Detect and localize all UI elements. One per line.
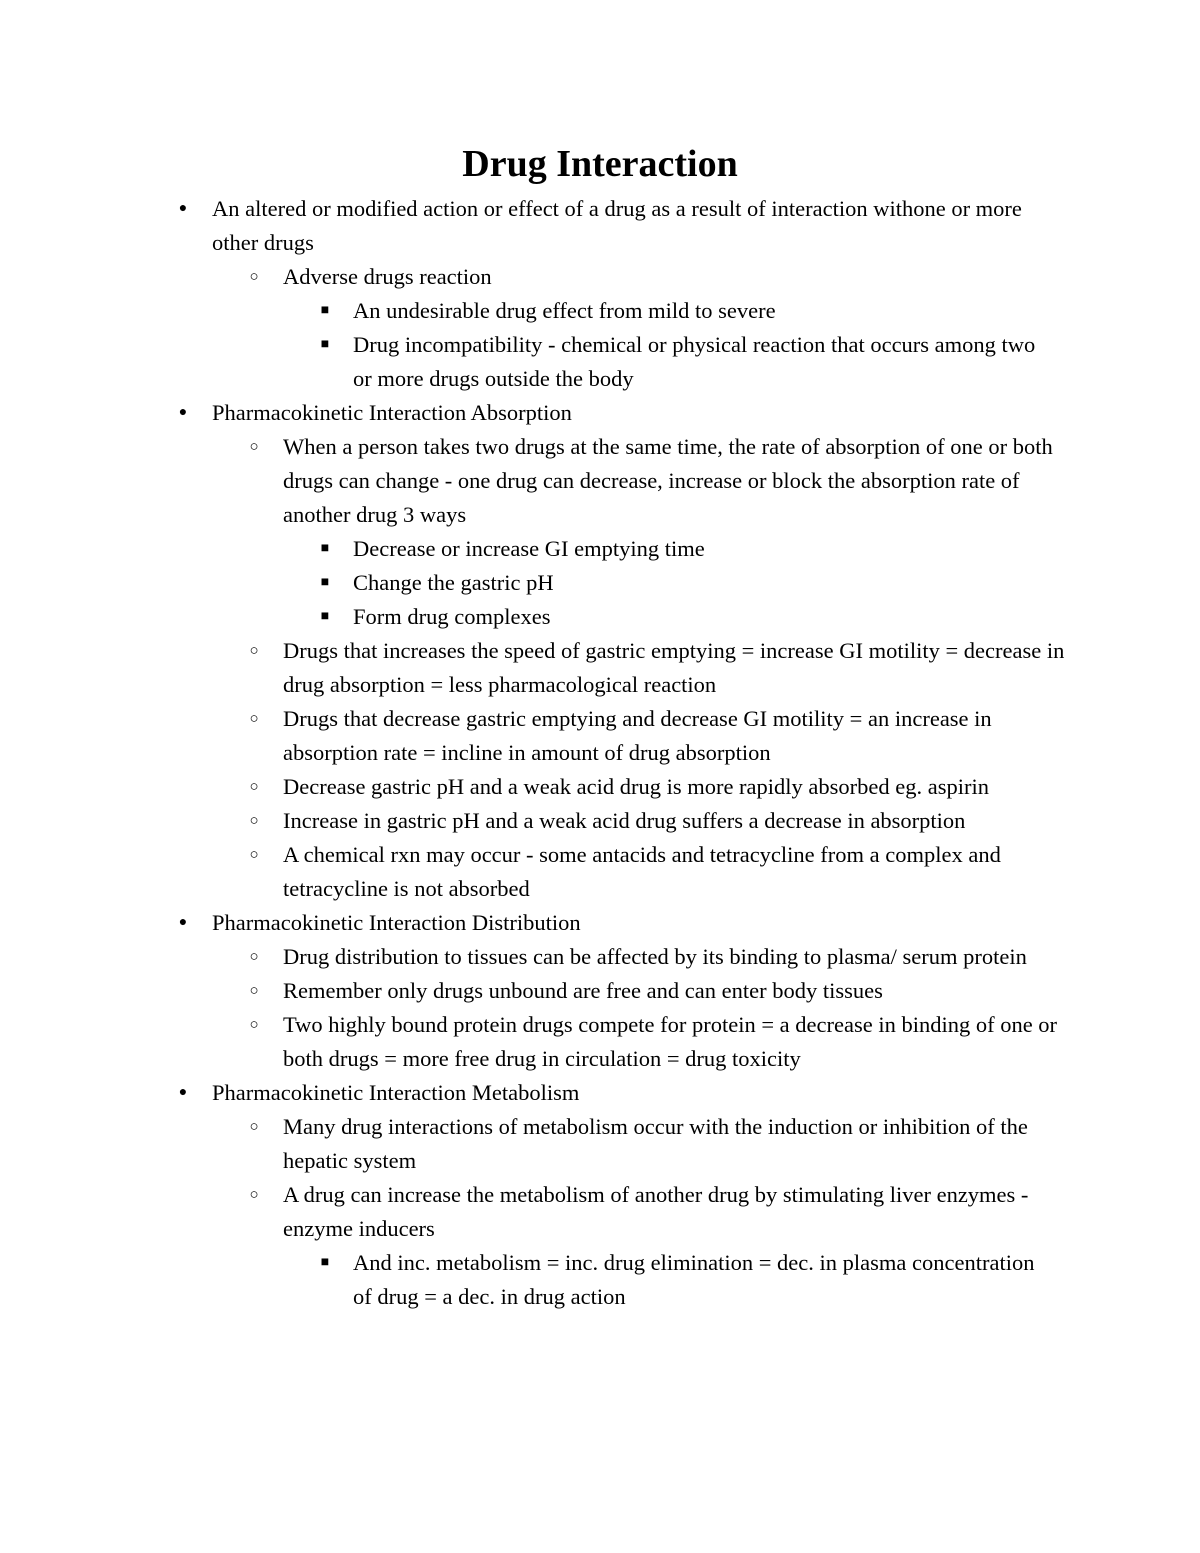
list-item-level-3 <box>0 294 1058 328</box>
bullet-level-2-icon: ○ <box>249 711 259 727</box>
list-item-level-1 <box>0 1076 1062 1110</box>
list-item-level-1 <box>0 192 1062 260</box>
bullet-level-3-icon: ■ <box>320 575 330 590</box>
list-item-text: Form drug complexes <box>353 604 551 629</box>
list-item-text: Drugs that increases the speed of gastric emptying = increase GI motility = decrease in drug absorption = less pharmacological reaction <box>283 638 1065 697</box>
list-item-text: Pharmacokinetic Interaction Absorption <box>212 400 572 425</box>
list-item-text: An altered or modified action or effect of a drug as a result of interaction withone or more other drugs <box>212 196 1022 255</box>
list-item-level-3 <box>0 532 1058 566</box>
list-item-level-2 <box>0 430 1068 532</box>
list-item-text: Decrease gastric pH and a weak acid drug is more rapidly absorbed eg. aspirin <box>283 774 989 799</box>
list-item-level-3 <box>0 1246 1058 1314</box>
list-item-text: When a person takes two drugs at the same time, the rate of absorption of one or both drugs can change - one drug can decrease, increase or block the absorption rate of another drug 3 ways <box>283 434 1053 527</box>
list-item-text: Pharmacokinetic Interaction Distribution <box>212 910 581 935</box>
list-item-level-2 <box>0 702 1068 770</box>
list-item-level-1 <box>0 396 1062 430</box>
bullet-level-2-icon: ○ <box>249 1187 259 1203</box>
list-item-level-2 <box>0 804 1068 838</box>
list-item-level-1 <box>0 906 1062 940</box>
list-item-text: A chemical rxn may occur - some antacids and tetracycline from a complex and tetracycline is not absorbed <box>283 842 1001 901</box>
bullet-level-1-icon: ● <box>178 201 188 216</box>
list-item-text: And inc. metabolism = inc. drug elimination = dec. in plasma concentration of drug = a dec. in drug action <box>353 1250 1035 1309</box>
bullet-level-2-icon: ○ <box>249 779 259 795</box>
list-item-level-2 <box>0 634 1068 702</box>
bullet-level-3-icon: ■ <box>320 609 330 624</box>
list-item-level-2 <box>0 838 1068 906</box>
bullet-level-3-icon: ■ <box>320 1255 330 1270</box>
list-item-text: Pharmacokinetic Interaction Metabolism <box>212 1080 580 1105</box>
bullet-level-2-icon: ○ <box>249 949 259 965</box>
bullet-level-2-icon: ○ <box>249 813 259 829</box>
list-item-text: Two highly bound protein drugs compete for protein = a decrease in binding of one or both drugs = more free drug in circulation = drug toxicity <box>283 1012 1058 1071</box>
bullet-level-2-icon: ○ <box>249 983 259 999</box>
bullet-level-2-icon: ○ <box>249 1017 259 1033</box>
list-item-text: Remember only drugs unbound are free and can enter body tissues <box>283 978 883 1003</box>
list-item-level-3 <box>0 600 1058 634</box>
bullet-level-2-icon: ○ <box>249 847 259 863</box>
bullet-level-2-icon: ○ <box>249 1119 259 1135</box>
list-item-level-2 <box>0 940 1068 974</box>
list-item-text: Adverse drugs reaction <box>283 264 492 289</box>
bullet-level-3-icon: ■ <box>320 541 330 556</box>
bullet-level-1-icon: ● <box>178 1085 188 1100</box>
bullet-level-3-icon: ■ <box>320 337 330 352</box>
list-item-level-3 <box>0 566 1058 600</box>
bullet-level-1-icon: ● <box>178 915 188 930</box>
bullet-level-3-icon: ■ <box>320 303 330 318</box>
list-item-text: Drug incompatibility - chemical or physical reaction that occurs among two or more drugs outside the body <box>353 332 1036 391</box>
list-item-text: Many drug interactions of metabolism occur with the induction or inhibition of the hepatic system <box>283 1114 1028 1173</box>
page-title: Drug Interaction <box>462 143 738 185</box>
list-item-level-2 <box>0 1008 1068 1076</box>
bullet-level-2-icon: ○ <box>249 643 259 659</box>
bullet-level-2-icon: ○ <box>249 439 259 455</box>
list-item-level-2 <box>0 260 1068 294</box>
bullet-level-2-icon: ○ <box>249 269 259 285</box>
list-item-text: Change the gastric pH <box>353 570 554 595</box>
list-item-text: Decrease or increase GI emptying time <box>353 536 705 561</box>
list-item-level-2 <box>0 1110 1068 1178</box>
bullet-level-1-icon: ● <box>178 405 188 420</box>
list-item-level-2 <box>0 974 1068 1008</box>
list-item-text: An undesirable drug effect from mild to severe <box>353 298 776 323</box>
bullet-list <box>0 192 1200 1314</box>
list-item-text: Increase in gastric pH and a weak acid drug suffers a decrease in absorption <box>283 808 966 833</box>
list-item-level-3 <box>0 328 1058 396</box>
list-item-level-2 <box>0 770 1068 804</box>
list-item-level-2 <box>0 1178 1068 1246</box>
list-item-text: Drugs that decrease gastric emptying and decrease GI motility = an increase in absorption rate = incline in amount of drug absorption <box>283 706 992 765</box>
list-item-text: Drug distribution to tissues can be affected by its binding to plasma/ serum protein <box>283 944 1027 969</box>
list-item-text: A drug can increase the metabolism of another drug by stimulating liver enzymes - enzyme inducers <box>283 1182 1029 1241</box>
